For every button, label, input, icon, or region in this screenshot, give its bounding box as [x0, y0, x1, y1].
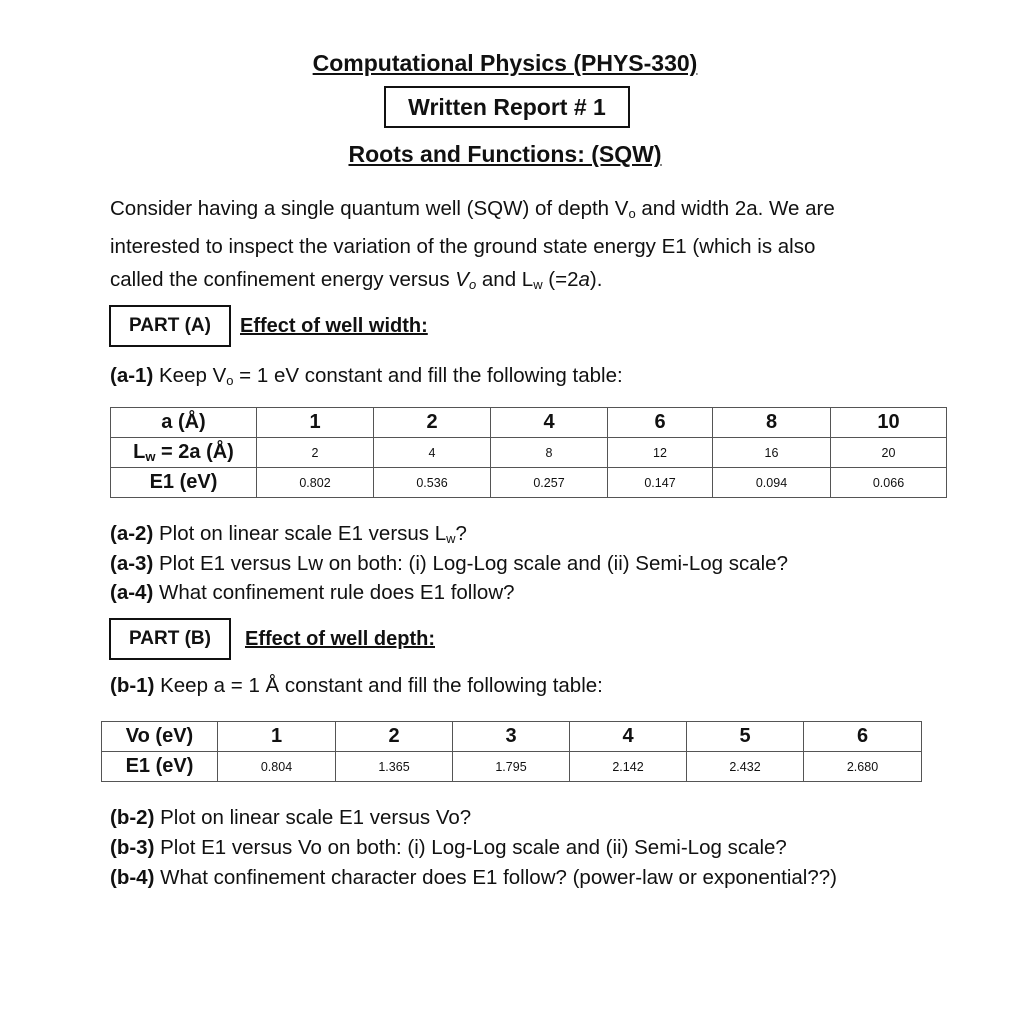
cell-e1: 0.804 [218, 752, 336, 782]
cell-a: 10 [831, 408, 947, 438]
question-a4: (a-4) What confinement rule does E1 follow? [110, 581, 515, 604]
cell-vo: 5 [687, 722, 804, 752]
intro-line-2: interested to inspect the variation of the ground state energy E1 (which is also [110, 235, 816, 258]
cell-lw: 2 [257, 438, 374, 468]
part-a-box: PART (A) [109, 305, 231, 347]
cell-e1: 0.094 [713, 468, 831, 498]
table-row-e1 [102, 752, 922, 782]
row-label-e1: E1 (eV) [102, 752, 218, 782]
cell-lw: 4 [374, 438, 491, 468]
row-label-a: a (Å) [111, 408, 257, 438]
intro-line-1: Consider having a single quantum well (SQW) of depth $V_o$ and width 2a. We are [110, 197, 835, 221]
cell-e1: 0.802 [257, 468, 374, 498]
row-label-vo: Vo (eV) [102, 722, 218, 752]
cell-lw: 8 [491, 438, 608, 468]
question-b3: (b-3) Plot E1 versus Vo on both: (i) Log-Log scale and (ii) Semi-Log scale? [110, 836, 787, 859]
cell-e1: 0.257 [491, 468, 608, 498]
intro-paragraph [110, 192, 910, 301]
table-row-lw [111, 438, 947, 468]
cell-vo: 6 [804, 722, 922, 752]
question-a2: (a-2) Plot on linear scale E1 versus $L_w$? [110, 522, 467, 546]
part-b-box: PART (B) [109, 618, 231, 660]
cell-a: 8 [713, 408, 831, 438]
cell-vo: 3 [453, 722, 570, 752]
cell-e1: 2.142 [570, 752, 687, 782]
part-a-title: Effect of well width: [240, 315, 428, 337]
report-title-box: Written Report # 1 [384, 86, 630, 128]
cell-lw: 20 [831, 438, 947, 468]
cell-e1: 0.147 [608, 468, 713, 498]
row-label-e1: E1 (eV) [111, 468, 257, 498]
table-well-width [110, 407, 947, 498]
table-well-depth [101, 721, 922, 782]
cell-a: 2 [374, 408, 491, 438]
cell-e1: 2.680 [804, 752, 922, 782]
cell-vo: 1 [218, 722, 336, 752]
cell-vo: 4 [570, 722, 687, 752]
cell-e1: 2.432 [687, 752, 804, 782]
cell-e1: 1.795 [453, 752, 570, 782]
question-a3: (a-3) Plot E1 versus Lw on both: (i) Log-Log scale and (ii) Semi-Log scale? [110, 552, 788, 575]
cell-a: 1 [257, 408, 374, 438]
question-b2: (b-2) Plot on linear scale E1 versus Vo? [110, 806, 472, 829]
question-b4: (b-4) What confinement character does E1 follow? (power-law or exponential??) [110, 866, 837, 889]
cell-a: 4 [491, 408, 608, 438]
intro-line-3: called the confinement energy versus $V_o$ and $L_w$ (=2a). [110, 268, 603, 292]
question-a1: (a-1) Keep $V_o = 1$ eV constant and fill the following table: [110, 364, 623, 388]
table-row-a [111, 408, 947, 438]
cell-lw: 12 [608, 438, 713, 468]
cell-e1: 1.365 [336, 752, 453, 782]
table-row-e1 [111, 468, 947, 498]
row-label-lw: $L_w = 2a$ (Å) [111, 438, 257, 468]
part-b-title: Effect of well depth: [245, 628, 435, 650]
cell-e1: 0.536 [374, 468, 491, 498]
cell-e1: 0.066 [831, 468, 947, 498]
cell-a: 6 [608, 408, 713, 438]
topic-title: Roots and Functions: (SQW) [348, 141, 662, 167]
course-title: Computational Physics (PHYS-330) [312, 50, 698, 76]
cell-vo: 2 [336, 722, 453, 752]
question-b1: (b-1) Keep a = 1 Å constant and fill the following table: [110, 674, 603, 697]
cell-lw: 16 [713, 438, 831, 468]
table-row-vo [102, 722, 922, 752]
